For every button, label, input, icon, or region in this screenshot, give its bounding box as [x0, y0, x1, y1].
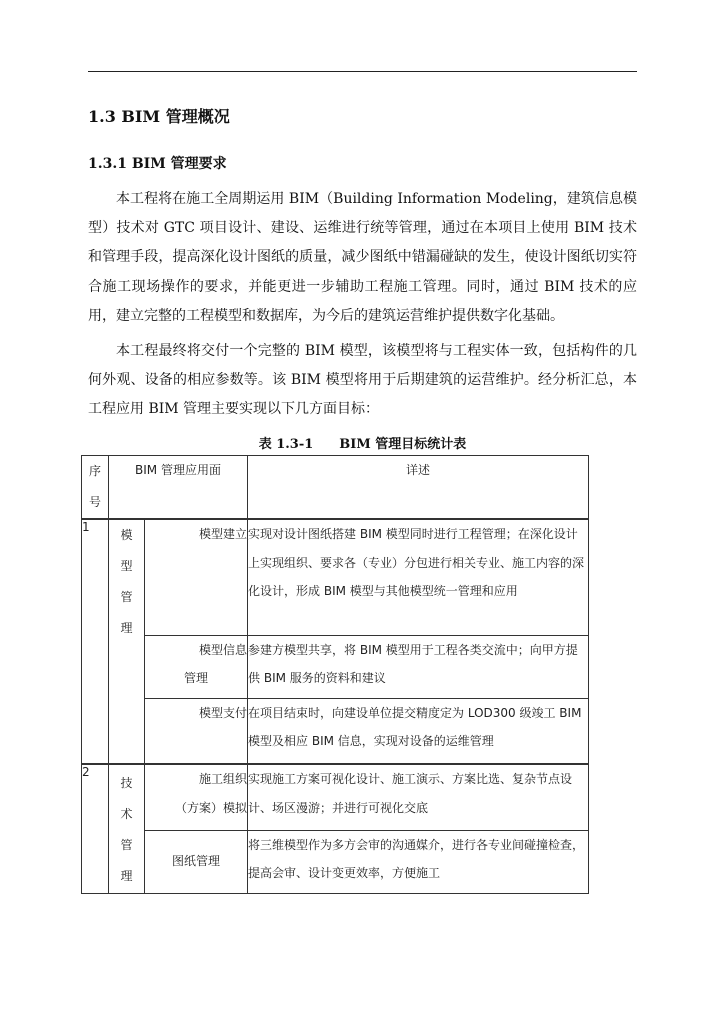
description-cell: 将三维模型作为多方会审的沟通媒介，进行各专业间碰撞检查，提高会审、设计变更效率，方便施工 — [248, 830, 589, 893]
group-no: 2 — [82, 764, 109, 893]
application-cell: 模型建立 — [145, 519, 248, 635]
table-row — [82, 698, 589, 764]
application-cell: 施工组织 （方案）模拟 — [145, 764, 248, 830]
header-description: 详述 — [248, 456, 589, 520]
bim-goals-table — [81, 455, 589, 894]
table-row — [82, 764, 589, 830]
application-cell: 图纸管理 — [145, 830, 248, 893]
table-header-row — [82, 456, 589, 520]
group-category: 技 术 管 理 — [109, 764, 145, 893]
application-cell: 模型信息 管理 — [145, 635, 248, 698]
table-number: 表 1.3-1 — [258, 437, 314, 452]
group-category: 模 型 管 理 — [109, 519, 145, 764]
description-cell: 实现对设计图纸搭建 BIM 模型同时进行工程管理；在深化设计上实现组织、要求各（专业）分包进行相关专业、施工内容的深化设计，形成 BIM 模型与其他模型统一管理和应用 — [248, 519, 589, 635]
header-application: BIM 管理应用面 — [109, 456, 248, 520]
table-row — [82, 830, 589, 893]
table-row — [82, 635, 589, 698]
description-cell: 参建方模型共享，将 BIM 模型用于工程各类交流中；向甲方提供 BIM 服务的资料和建议 — [248, 635, 589, 698]
deliverable-paragraph: 本工程最终将交付一个完整的 BIM 模型，该模型将与工程实体一致，包括构件的几何外观、设备的相应参数等。该 BIM 模型将用于后期建筑的运营维护。经分析汇总，本工程应用 BIM 管理主要实现以下几方面目标： — [88, 343, 637, 418]
group-no: 1 — [82, 519, 109, 764]
table-title: BIM 管理目标统计表 — [339, 437, 467, 452]
description-cell: 在项目结束时，向建设单位提交精度定为 LOD300 级竣工 BIM 模型及相应 BIM 信息，实现对设备的运维管理 — [248, 698, 589, 764]
application-cell: 模型支付 — [145, 698, 248, 764]
section-heading: 1.3 BIM 管理概况 — [88, 107, 230, 126]
header-rule — [88, 71, 637, 72]
header-no: 序 号 — [82, 456, 109, 520]
table-caption — [88, 433, 637, 452]
description-cell: 实现施工方案可视化设计、施工演示、方案比选、复杂节点设计、场区漫游；并进行可视化交底 — [248, 764, 589, 830]
subsection-heading: 1.3.1 BIM 管理要求 — [88, 156, 227, 172]
intro-paragraph: 本工程将在施工全周期运用 BIM（Building Information Modeling，建筑信息模型）技术对 GTC 项目设计、建设、运维进行统等管理，通过在本项目上使用 BIM 技术和管理手段，提高深化设计图纸的质量，减少图纸中错漏碰缺的发生，使设计图纸切实符合施工现场操作的要求，并能更进一步辅助工程施工管理。同时，通过 BIM 技术的应用，建立完整的工程模型和数据库，为今后的建筑运营维护提供数字化基础。 — [88, 191, 637, 324]
table-row — [82, 519, 589, 635]
